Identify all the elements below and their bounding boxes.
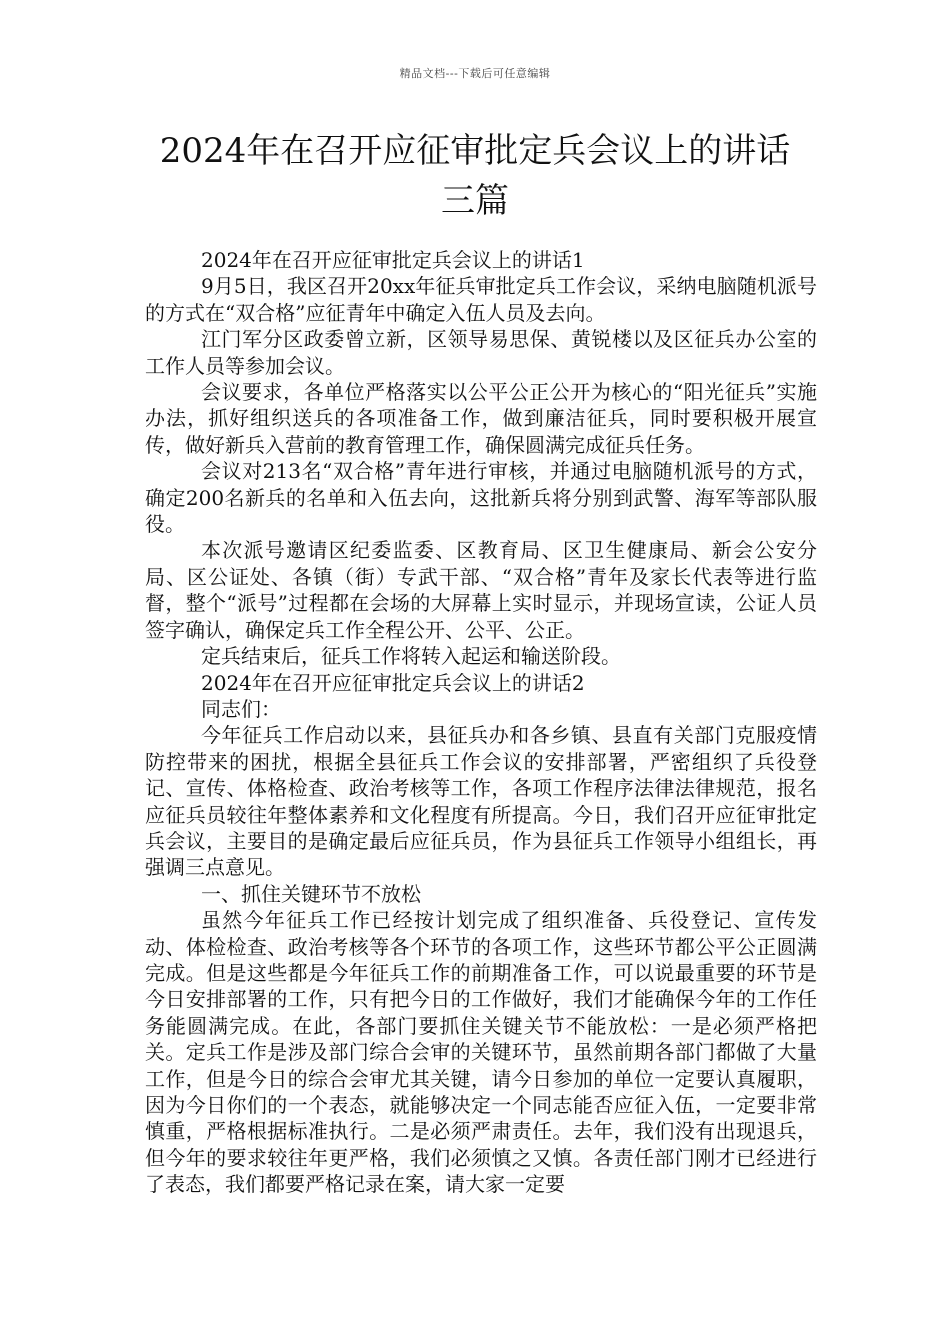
paragraph: 江门军分区政委曾立新，区领导易思保、黄锐楼以及区征兵办公室的工作人员等参加会议。: [145, 327, 817, 378]
paragraph: 虽然今年征兵工作已经按计划完成了组织准备、兵役登记、宣传发动、体检检查、政治考核等各个环节的各项工作，这些环节都公平公正圆满完成。但是这些都是今年征兵工作的前期准备工作，可以说最重要的环节是今日安排部署的工作，只有把今日的工作做好，我们才能确保今年的工作任务能圆满完成。在此，各部门要抓住关键关节不能放松：一是必须严格把关。定兵工作是涉及部门综合会审的关键环节，虽然前期各部门都做了大量工作，但是今日的综合会审尤其关键，请今日参加的单位一定要认真履职，因为今日你们的一个表态，就能够决定一个同志能否应征入伍，一定要非常慎重，严格根据标准执行。二是必须严肃责任。去年，我们没有出现退兵，但今年的要求较往年更严格，我们必须慎之又慎。各责任部门刚才已经进行了表态，我们都要严格记录在案，请大家一定要: [145, 908, 817, 1197]
paragraph: 今年征兵工作启动以来，县征兵办和各乡镇、县直有关部门克服疫情防控带来的困扰，根据全县征兵工作会议的安排部署，严密组织了兵役登记、宣传、体格检查、政治考核等工作，各项工作程序法律法律规范，报名应征兵员较往年整体素养和文化程度有所提高。今日，我们召开应征审批定兵会议，主要目的是确定最后应征兵员，作为县征兵工作领导小组组长，再强调三点意见。: [145, 723, 817, 880]
header-watermark: 精品文档---下载后可任意编辑: [399, 67, 551, 80]
paragraph: 本次派号邀请区纪委监委、区教育局、区卫生健康局、新会公安分局、区公证处、各镇（街）专武干部、“双合格”青年及家长代表等进行监督，整个“派号”过程都在会场的大屏幕上实时显示，并现场宣读，公证人员签字确认，确保定兵工作全程公开、公平、公正。: [145, 538, 817, 642]
paragraph: 会议要求，各单位严格落实以公平公正公开为核心的“阳光征兵”实施办法，抓好组织送兵的各项准备工作，做到廉洁征兵，同时要积极开展宣传，做好新兵入营前的教育管理工作，确保圆满完成征兵任务。: [145, 380, 817, 457]
document-body: [145, 247, 817, 1198]
salutation: 同志们：: [201, 696, 281, 721]
paragraph: 9月5日，我区召开20xx年征兵审批定兵工作会议，采纳电脑随机派号的方式在“双合格”应征青年中确定入伍人员及去向。: [145, 274, 817, 325]
section-heading: 一、抓住关键环节不放松: [201, 881, 421, 906]
title-line-2: 三篇: [441, 181, 509, 221]
paragraph: 会议对213名“双合格”青年进行审核，并通过电脑随机派号的方式，确定200名新兵的名单和入伍去向，这批新兵将分别到武警、海军等部队服役。: [145, 459, 817, 537]
paragraph: 定兵结束后，征兵工作将转入起运和输送阶段。: [201, 644, 621, 669]
document-title: [100, 126, 850, 226]
title-line-1: 2024年在召开应征审批定兵会议上的讲话: [159, 131, 791, 171]
subheading-speech-1: 2024年在召开应征审批定兵会议上的讲话1: [201, 248, 585, 272]
subheading-speech-2: 2024年在召开应征审批定兵会议上的讲话2: [201, 670, 585, 695]
